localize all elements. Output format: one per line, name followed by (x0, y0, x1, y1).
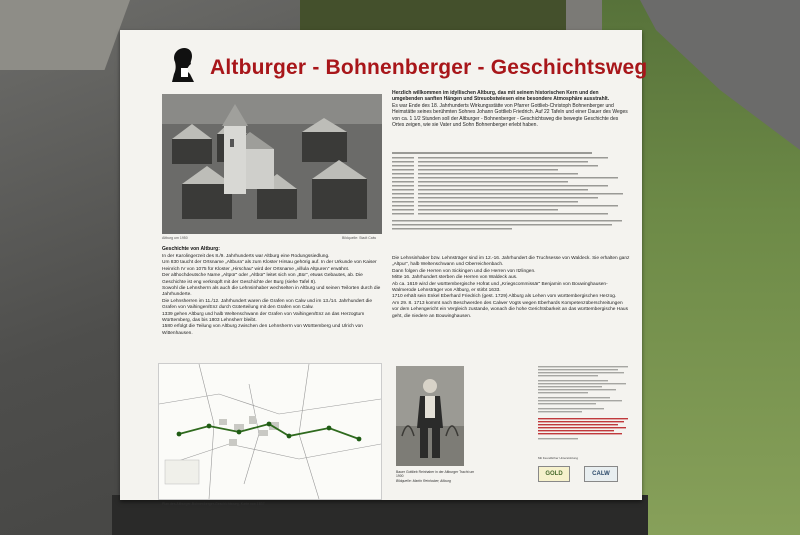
history-paragraph: Die Lehnsinhaber bzw. Lehnsträger sind im 12.-16. Jahrhundert die Truchsesse von Waldeck. Sie erhalten ganz „Altpur“, halb Weltenschwann und Oberreichenbach. (392, 256, 630, 268)
portrait-photo (396, 366, 464, 466)
history-left-column (162, 254, 384, 337)
history-paragraph: Ab ca. 1619 wird der württembergische Hofrat und „Kriegscommissär“ Benjamin von Bouwinghausen-Walmerode Lehnsträger von Altburg, er stirbt 1633. (392, 281, 608, 294)
timeline-block (392, 152, 628, 238)
history-paragraph: Dann folgen die Herren von Sickingen und die Herren von Itzlingen. (392, 268, 536, 274)
historical-village-photo (162, 94, 382, 234)
funding-note: Mit freundlicher Unterstützung (538, 456, 579, 460)
portrait-credit: Bildquelle: Martin Reinhaber, Altburg (396, 478, 451, 483)
history-paragraph: In der Karolingerzeit des 8./9. Jahrhunderts war Altburg eine Rodungssiedlung. (162, 254, 330, 259)
history-paragraph: Die Lehnsherren im 11./12. Jahrhundert waren die Grafen von Calw und im 13./14. Jahrhundert die Grafen von Vaihingen/Enz durch Güterteilung mit den Grafen von Calw. (162, 298, 373, 311)
intro-body: Es war Ende des 18. Jahrhunderts Wirkungsstätte von Pfarrer Gottlieb-Christoph Bohnenberger und Heimstätte seines berühmten Sohnes Johann Gottlieb Friedrich. Auf 22 Tafeln und einer Dauer des Weges von ca. 1 1/2 Stunden soll der Altburger - Bohnenberger - Geschichtsweg die bewegte Geschichte des Ortes zeigen, wie sie Vater und Sohn Bohnenberger erlebt haben. (392, 102, 628, 129)
history-paragraph: Um 830 taucht der Ortsname „Altbura“ als zum Kloster Hirsau gehörig auf. In der Urkunde von Kaiser Heinrich IV von 1075 für Kloster „Hirschau“ wird der Ortsname „villula Altpuren“ erwähnt. (162, 260, 377, 272)
history-paragraph: Sowohl die Lehnsherrn als auch die Lehnsinhaber wechselten in Altburg und seinen Teilorten durch die Jahrhunderte. (162, 286, 381, 298)
sign-base (112, 495, 648, 535)
intro-text (392, 90, 628, 128)
history-paragraph: 1580 erfolgt die Teilung von Altburg zwischen den Lehnsherrn von Württemberg und Ulrich von Wittenhausen. (162, 324, 363, 336)
bohnenberger-portrait-icon (168, 46, 200, 82)
portrait-caption-text: Bauer Gottlieb Reinhaber in der Altburger Tracht um 1900 (396, 470, 475, 479)
history-paragraph: Der althochdeutsche Name „Altpür“ oder „Altbür“ leitet sich von „Bür“, etwas Gebautes, ab. Die Geschichte ist eng verknüpft mit der Geschichte der Burg (siehe Tafel 8). (162, 273, 363, 285)
sign-title: Altburger - Bohnenberger - Geschichtsweg (210, 56, 648, 79)
photo-credit: Bildquelle: Stadt Calw (342, 236, 377, 240)
map-caption: Plan des Altburger-Bohnenberger-Geschichtsweg, Karte von 1837 (162, 502, 265, 506)
information-board (120, 30, 648, 506)
history-paragraph: 1710 erhält sein Enkel Eberhard Friedrich (gest. 1729) Altburg als Lehen vom württembergischen Herzog. (392, 294, 617, 300)
history-paragraph: Am 29. 8. 1713 kommt nach Beschwerden des Calwer Vogts wegen Eberhards Kompetenzüberschreitungen vor dem Lehengericht ein Vergleich zustande, wonach die hohe Gerichtsbarkeit an das württembergische Haus geht, die niedere an Bouwinghausen. (392, 300, 628, 319)
intro-heading: Herzlich willkommen im idyllischen Altburg, das mit seinem historischen Kern und den umgebenden sanften Hängen und Streuobstwiesen eine besondere Atmosphäre ausstrahlt. (392, 90, 610, 103)
gold-logo: GOLD (538, 466, 570, 482)
calw-logo: CALW (584, 466, 618, 482)
history-heading: Geschichte von Altburg: (162, 246, 220, 252)
trail-map (158, 363, 382, 500)
portrait-caption (396, 470, 476, 483)
history-paragraph: Mitte 16. Jahrhundert sterben die Herren von Waldeck aus. (392, 275, 518, 281)
history-paragraph: 1339 gehen Altburg und halb Weltenschwann der Grafen von Vaihingen/Enz an das Herzogtum Württemberg, das bis 1803 Lehnsherr bleibt. (162, 311, 365, 324)
history-right-column (392, 256, 630, 320)
photo-caption: Altburg um 1950 (162, 236, 188, 240)
credits-block (538, 366, 632, 458)
